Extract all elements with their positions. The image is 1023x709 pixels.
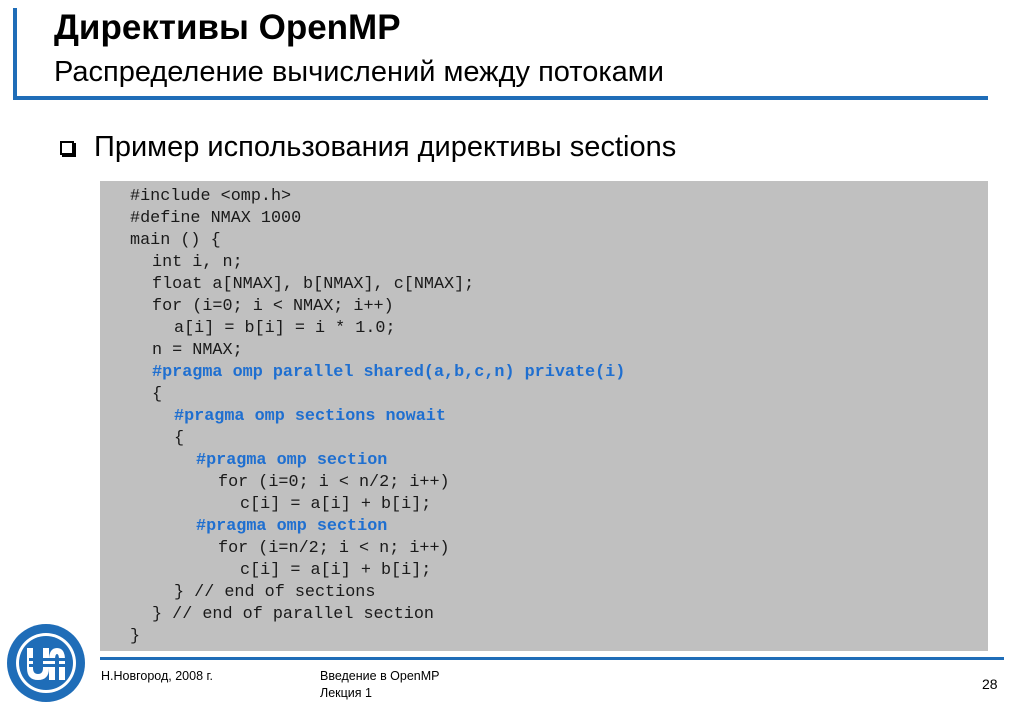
code-line: main () { xyxy=(130,231,221,250)
code-line: } // end of sections xyxy=(174,583,376,602)
code-line: } // end of parallel section xyxy=(152,605,434,624)
bullet-item xyxy=(60,131,676,164)
code-line: #define NMAX 1000 xyxy=(130,209,302,228)
footer-lecture: Лекция 1 xyxy=(320,686,372,700)
footer-location-date: Н.Новгород, 2008 г. xyxy=(101,669,214,683)
code-line: #pragma omp section xyxy=(196,517,388,536)
code-line: a[i] = b[i] = i * 1.0; xyxy=(174,319,396,338)
code-line: c[i] = a[i] + b[i]; xyxy=(240,495,432,514)
code-block xyxy=(100,181,988,651)
code-line: #pragma omp parallel shared(a,b,c,n) private(i) xyxy=(152,363,626,382)
slide-title: Директивы OpenMP xyxy=(54,8,401,47)
code-line: float a[NMAX], b[NMAX], c[NMAX]; xyxy=(152,275,475,294)
code-line: c[i] = a[i] + b[i]; xyxy=(240,561,432,580)
code-line: #pragma omp sections nowait xyxy=(174,407,446,426)
unn-logo-icon xyxy=(5,622,87,704)
code-line: { xyxy=(152,385,163,404)
code-line: for (i=n/2; i < n; i++) xyxy=(218,539,450,558)
slide-subtitle: Распределение вычислений между потоками xyxy=(54,56,664,88)
code-line: for (i=0; i < n/2; i++) xyxy=(218,473,450,492)
code-line: for (i=0; i < NMAX; i++) xyxy=(152,297,394,316)
code-line: n = NMAX; xyxy=(152,341,243,360)
footer-course: Введение в OpenMP xyxy=(320,669,440,683)
bullet-text: Пример использования директивы sections xyxy=(94,131,677,163)
code-line: #pragma omp section xyxy=(196,451,388,470)
page-number: 28 xyxy=(982,676,998,692)
square-bullet-icon xyxy=(60,141,74,155)
code-line: } xyxy=(130,627,141,646)
footer-divider xyxy=(100,657,1004,660)
title-underline xyxy=(13,96,988,100)
code-line: { xyxy=(174,429,185,448)
title-left-accent-bar xyxy=(13,8,17,100)
code-line: #include <omp.h> xyxy=(130,187,292,206)
unn-logo xyxy=(5,622,87,704)
code-line: int i, n; xyxy=(152,253,243,272)
